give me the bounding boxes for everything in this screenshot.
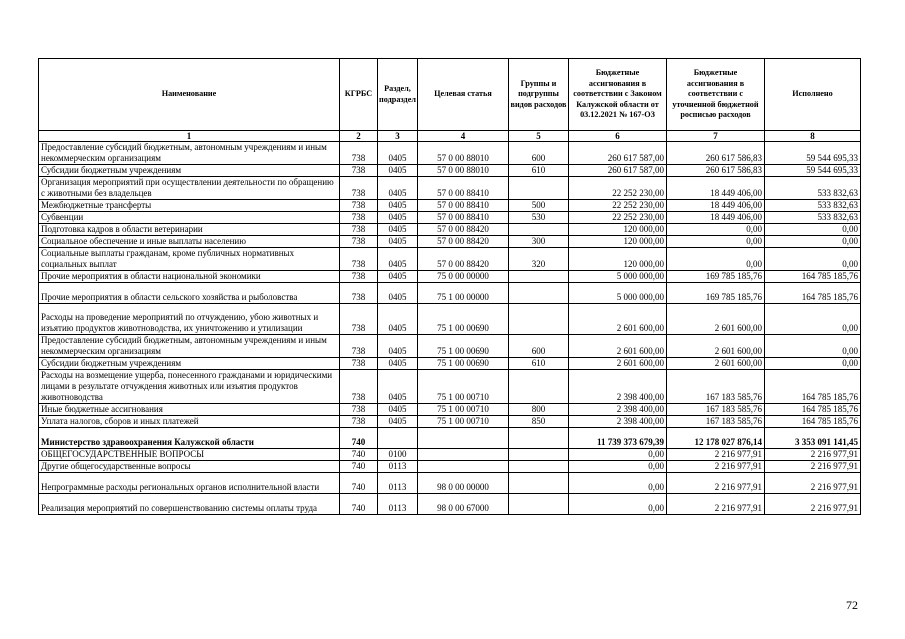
cell-done: 164 785 185,76	[765, 271, 861, 283]
cell-name: Непрограммные расходы региональных органов исполнительной власти	[39, 473, 340, 494]
cell-group	[509, 370, 569, 404]
col-header-plan: Бюджетные ассигнования в соответствии с уточненной бюджетной росписью расходов	[667, 59, 765, 131]
cell-name: Расходы на проведение мероприятий по отчуждению, убою животных и изъятию продуктов животноводства, их уничтожению и утилизации	[39, 304, 340, 335]
cell-done: 59 544 695,33	[765, 165, 861, 177]
cell-section: 0405	[378, 165, 418, 177]
cell-kgrbs: 738	[340, 248, 378, 271]
cell-plan: 2 216 977,91	[667, 494, 765, 515]
cell-plan: 167 183 585,76	[667, 404, 765, 416]
cell-done: 0,00	[765, 224, 861, 236]
cell-group	[509, 449, 569, 461]
table-row	[39, 449, 861, 461]
cell-section: 0405	[378, 200, 418, 212]
cell-plan: 18 449 406,00	[667, 212, 765, 224]
table-row	[39, 271, 861, 283]
cell-done: 533 832,63	[765, 200, 861, 212]
cell-name: Организация мероприятий при осуществлении деятельности по обращению с животными без владельцев	[39, 177, 340, 200]
cell-section: 0405	[378, 212, 418, 224]
cell-done: 164 785 185,76	[765, 283, 861, 304]
cell-kgrbs: 738	[340, 335, 378, 358]
cell-law: 120 000,00	[569, 236, 667, 248]
cell-law: 2 601 600,00	[569, 358, 667, 370]
cell-section: 0100	[378, 449, 418, 461]
cell-group: 320	[509, 248, 569, 271]
cell-kgrbs: 738	[340, 283, 378, 304]
cell-target: 75 1 00 00710	[418, 404, 509, 416]
cell-section: 0405	[378, 248, 418, 271]
cell-group	[509, 304, 569, 335]
col-header-name: Наименование	[39, 59, 340, 131]
cell-plan: 2 216 977,91	[667, 449, 765, 461]
cell-target: 75 1 00 00000	[418, 283, 509, 304]
table-row	[39, 428, 861, 449]
cell-done: 0,00	[765, 358, 861, 370]
table-row	[39, 212, 861, 224]
cell-kgrbs: 738	[340, 177, 378, 200]
cell-kgrbs: 740	[340, 473, 378, 494]
cell-plan: 18 449 406,00	[667, 200, 765, 212]
table-row	[39, 177, 861, 200]
cell-done: 0,00	[765, 236, 861, 248]
table-row	[39, 236, 861, 248]
col-number: 6	[569, 131, 667, 142]
col-header-group: Группы и подгруппы видов расходов	[509, 59, 569, 131]
cell-kgrbs: 740	[340, 494, 378, 515]
cell-section: 0405	[378, 304, 418, 335]
cell-section: 0405	[378, 236, 418, 248]
cell-plan: 2 601 600,00	[667, 304, 765, 335]
cell-law: 2 398 400,00	[569, 370, 667, 404]
cell-kgrbs: 738	[340, 212, 378, 224]
cell-group: 500	[509, 200, 569, 212]
cell-group: 530	[509, 212, 569, 224]
cell-law: 0,00	[569, 473, 667, 494]
cell-done: 164 785 185,76	[765, 404, 861, 416]
cell-law: 120 000,00	[569, 224, 667, 236]
cell-law: 22 252 230,00	[569, 200, 667, 212]
cell-group: 610	[509, 358, 569, 370]
cell-law: 22 252 230,00	[569, 212, 667, 224]
cell-target: 57 0 00 88410	[418, 200, 509, 212]
cell-done: 0,00	[765, 335, 861, 358]
table-row	[39, 165, 861, 177]
table-row	[39, 404, 861, 416]
cell-target: 98 0 00 67000	[418, 494, 509, 515]
cell-group: 600	[509, 142, 569, 165]
cell-plan: 260 617 586,83	[667, 165, 765, 177]
cell-plan: 2 216 977,91	[667, 461, 765, 473]
cell-target: 75 1 00 00690	[418, 335, 509, 358]
cell-done: 59 544 695,33	[765, 142, 861, 165]
cell-target: 98 0 00 00000	[418, 473, 509, 494]
col-header-law: Бюджетные ассигнования в соответствии с Законом Калужской области от 03.12.2021 № 167-ОЗ	[569, 59, 667, 131]
cell-target: 75 1 00 00690	[418, 304, 509, 335]
cell-plan: 12 178 027 876,14	[667, 428, 765, 449]
cell-group: 300	[509, 236, 569, 248]
cell-target: 57 0 00 88010	[418, 165, 509, 177]
cell-section: 0405	[378, 283, 418, 304]
cell-target: 75 1 00 00710	[418, 370, 509, 404]
cell-law: 0,00	[569, 461, 667, 473]
header-row	[39, 59, 861, 131]
cell-kgrbs: 738	[340, 370, 378, 404]
table-row	[39, 283, 861, 304]
cell-name: Предоставление субсидий бюджетным, автономным учреждениям и иным некоммерческим организациям	[39, 335, 340, 358]
cell-plan: 169 785 185,76	[667, 271, 765, 283]
col-header-section: Раздел, подраздел	[378, 59, 418, 131]
cell-plan: 2 601 600,00	[667, 358, 765, 370]
cell-done: 164 785 185,76	[765, 416, 861, 428]
cell-law: 5 000 000,00	[569, 271, 667, 283]
cell-target: 57 0 00 88410	[418, 177, 509, 200]
table-row	[39, 473, 861, 494]
column-number-row	[39, 131, 861, 142]
cell-law: 260 617 587,00	[569, 165, 667, 177]
cell-plan: 0,00	[667, 224, 765, 236]
cell-kgrbs: 738	[340, 271, 378, 283]
cell-kgrbs: 738	[340, 142, 378, 165]
cell-plan: 2 216 977,91	[667, 473, 765, 494]
cell-group	[509, 283, 569, 304]
cell-done: 533 832,63	[765, 212, 861, 224]
cell-group	[509, 271, 569, 283]
cell-law: 22 252 230,00	[569, 177, 667, 200]
table-row	[39, 335, 861, 358]
cell-section: 0405	[378, 142, 418, 165]
cell-kgrbs: 738	[340, 236, 378, 248]
cell-law: 260 617 587,00	[569, 142, 667, 165]
cell-done: 3 353 091 141,45	[765, 428, 861, 449]
cell-name: Министерство здравоохранения Калужской области	[39, 428, 340, 449]
cell-target: 57 0 00 88420	[418, 236, 509, 248]
cell-section: 0405	[378, 271, 418, 283]
cell-section: 0405	[378, 224, 418, 236]
col-number: 3	[378, 131, 418, 142]
cell-section: 0405	[378, 416, 418, 428]
cell-kgrbs: 740	[340, 428, 378, 449]
cell-section: 0113	[378, 473, 418, 494]
cell-group	[509, 473, 569, 494]
col-header-done: Исполнено	[765, 59, 861, 131]
table-row	[39, 494, 861, 515]
cell-law: 11 739 373 679,39	[569, 428, 667, 449]
cell-law: 0,00	[569, 449, 667, 461]
cell-group: 800	[509, 404, 569, 416]
cell-kgrbs: 738	[340, 358, 378, 370]
col-number: 2	[340, 131, 378, 142]
cell-law: 5 000 000,00	[569, 283, 667, 304]
table-row	[39, 304, 861, 335]
cell-done: 0,00	[765, 248, 861, 271]
cell-section: 0405	[378, 404, 418, 416]
cell-group: 610	[509, 165, 569, 177]
cell-name: Субвенции	[39, 212, 340, 224]
cell-plan: 167 183 585,76	[667, 416, 765, 428]
col-number: 5	[509, 131, 569, 142]
cell-done: 2 216 977,91	[765, 461, 861, 473]
cell-name: Межбюджетные трансферты	[39, 200, 340, 212]
table-row	[39, 416, 861, 428]
cell-kgrbs: 738	[340, 224, 378, 236]
cell-target: 57 0 00 88410	[418, 212, 509, 224]
col-number: 4	[418, 131, 509, 142]
cell-target	[418, 428, 509, 449]
cell-law: 2 398 400,00	[569, 404, 667, 416]
cell-kgrbs: 738	[340, 200, 378, 212]
cell-done: 2 216 977,91	[765, 473, 861, 494]
col-header-target: Целевая статья	[418, 59, 509, 131]
cell-name: Иные бюджетные ассигнования	[39, 404, 340, 416]
cell-plan: 260 617 586,83	[667, 142, 765, 165]
table-row	[39, 248, 861, 271]
cell-name: Прочие мероприятия в области сельского хозяйства и рыболовства	[39, 283, 340, 304]
col-header-kgrbs: КГРБС	[340, 59, 378, 131]
cell-target: 75 1 00 00710	[418, 416, 509, 428]
cell-name: Расходы на возмещение ущерба, понесенного гражданами и юридическими лицами в результате отчуждения животных или изъятия продуктов животноводства	[39, 370, 340, 404]
cell-kgrbs: 738	[340, 404, 378, 416]
cell-group: 600	[509, 335, 569, 358]
cell-name: Предоставление субсидий бюджетным, автономным учреждениям и иным некоммерческим организациям	[39, 142, 340, 165]
cell-kgrbs: 740	[340, 449, 378, 461]
cell-law: 2 398 400,00	[569, 416, 667, 428]
cell-target	[418, 461, 509, 473]
cell-plan: 2 601 600,00	[667, 335, 765, 358]
cell-law: 2 601 600,00	[569, 304, 667, 335]
cell-plan: 169 785 185,76	[667, 283, 765, 304]
cell-kgrbs: 738	[340, 165, 378, 177]
cell-target: 57 0 00 88420	[418, 248, 509, 271]
table-row	[39, 461, 861, 473]
cell-section: 0113	[378, 461, 418, 473]
cell-group	[509, 224, 569, 236]
cell-done: 2 216 977,91	[765, 449, 861, 461]
cell-name: Субсидии бюджетным учреждениям	[39, 358, 340, 370]
cell-target: 57 0 00 88010	[418, 142, 509, 165]
cell-group: 850	[509, 416, 569, 428]
cell-section: 0405	[378, 177, 418, 200]
table-row	[39, 358, 861, 370]
cell-kgrbs: 738	[340, 416, 378, 428]
cell-section	[378, 428, 418, 449]
cell-name: ОБЩЕГОСУДАРСТВЕННЫЕ ВОПРОСЫ	[39, 449, 340, 461]
cell-target	[418, 449, 509, 461]
cell-done: 2 216 977,91	[765, 494, 861, 515]
table-row	[39, 142, 861, 165]
cell-law: 0,00	[569, 494, 667, 515]
cell-section: 0113	[378, 494, 418, 515]
cell-name: Социальное обеспечение и иные выплаты населению	[39, 236, 340, 248]
cell-section: 0405	[378, 335, 418, 358]
cell-done: 533 832,63	[765, 177, 861, 200]
cell-group	[509, 428, 569, 449]
cell-target: 57 0 00 88420	[418, 224, 509, 236]
cell-name: Уплата налогов, сборов и иных платежей	[39, 416, 340, 428]
cell-name: Прочие мероприятия в области национальной экономики	[39, 271, 340, 283]
cell-law: 120 000,00	[569, 248, 667, 271]
table-row	[39, 200, 861, 212]
cell-group	[509, 177, 569, 200]
cell-name: Другие общегосударственные вопросы	[39, 461, 340, 473]
page-number: 72	[846, 598, 858, 612]
col-number: 1	[39, 131, 340, 142]
cell-law: 2 601 600,00	[569, 335, 667, 358]
cell-group	[509, 494, 569, 515]
cell-plan: 0,00	[667, 236, 765, 248]
col-number: 7	[667, 131, 765, 142]
cell-done: 0,00	[765, 304, 861, 335]
cell-name: Субсидии бюджетным учреждениям	[39, 165, 340, 177]
cell-plan: 18 449 406,00	[667, 177, 765, 200]
cell-name: Подготовка кадров в области ветеринарии	[39, 224, 340, 236]
table-row	[39, 370, 861, 404]
cell-group	[509, 461, 569, 473]
cell-target: 75 0 00 00000	[418, 271, 509, 283]
table-body	[39, 142, 861, 515]
cell-name: Реализация мероприятий по совершенствованию системы оплаты труда	[39, 494, 340, 515]
col-number: 8	[765, 131, 861, 142]
cell-plan: 167 183 585,76	[667, 370, 765, 404]
cell-name: Социальные выплаты гражданам, кроме публичных нормативных социальных выплат	[39, 248, 340, 271]
budget-table	[38, 58, 861, 515]
cell-target: 75 1 00 00690	[418, 358, 509, 370]
cell-plan: 0,00	[667, 248, 765, 271]
cell-done: 164 785 185,76	[765, 370, 861, 404]
cell-section: 0405	[378, 370, 418, 404]
cell-kgrbs: 740	[340, 461, 378, 473]
cell-section: 0405	[378, 358, 418, 370]
table-row	[39, 224, 861, 236]
cell-kgrbs: 738	[340, 304, 378, 335]
